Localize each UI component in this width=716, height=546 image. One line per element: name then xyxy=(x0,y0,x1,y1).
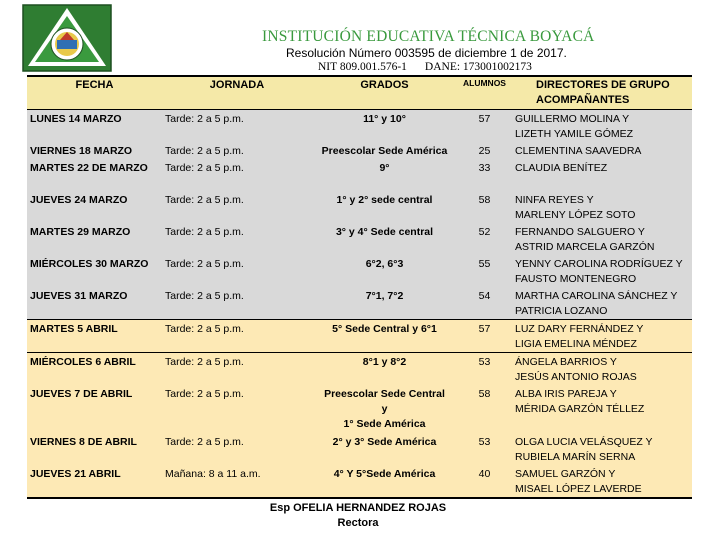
cell-directores xyxy=(512,255,692,287)
grado-line: 11° y 10° xyxy=(363,113,406,125)
cell-jornada: Tarde: 2 a 5 p.m. xyxy=(162,320,312,353)
cell-alumnos: 55 xyxy=(457,255,512,287)
col-header-directores: DIRECTORES DE GRUPO ACOMPAÑANTES xyxy=(512,76,692,110)
cell-alumnos: 53 xyxy=(457,353,512,386)
grado-line: 1° y 2° sede central xyxy=(336,194,433,206)
director-line: ÁNGELA BARRIOS Y xyxy=(515,356,617,368)
dane-text: DANE: 173001002173 xyxy=(424,61,532,73)
director-line: NINFA REYES Y xyxy=(515,194,594,206)
cell-grados xyxy=(312,255,457,287)
schedule-body xyxy=(27,110,692,499)
cell-jornada: Mañana: 8 a 11 a.m. xyxy=(162,465,312,498)
nit-dane-line xyxy=(318,61,532,73)
cell-directores xyxy=(512,320,692,353)
cell-fecha: MARTES 22 DE MARZO xyxy=(27,159,162,191)
table-row xyxy=(27,191,692,223)
cell-grados xyxy=(312,433,457,465)
cell-grados xyxy=(312,191,457,223)
table-row xyxy=(27,385,692,433)
table-row xyxy=(27,287,692,320)
cell-directores xyxy=(512,110,692,143)
cell-fecha: MIÉRCOLES 6 ABRIL xyxy=(27,353,162,386)
director-line: LUZ DARY FERNÁNDEZ Y xyxy=(515,323,644,335)
director-line: CLEMENTINA SAAVEDRA xyxy=(515,145,642,157)
cell-alumnos: 53 xyxy=(457,433,512,465)
director-line: FAUSTO MONTENEGRO xyxy=(515,273,637,285)
grado-line: 5° Sede Central y 6°1 xyxy=(332,323,437,335)
cell-jornada: Tarde: 2 a 5 p.m. xyxy=(162,223,312,255)
table-row xyxy=(27,142,692,159)
cell-grados xyxy=(312,465,457,498)
director-line: FERNANDO SALGUERO Y xyxy=(515,226,645,238)
grado-line: y xyxy=(381,403,388,415)
cell-jornada: Tarde: 2 a 5 p.m. xyxy=(162,353,312,386)
cell-directores xyxy=(512,385,692,433)
col-header-jornada: JORNADA xyxy=(162,76,312,110)
cell-alumnos: 25 xyxy=(457,142,512,159)
cell-alumnos: 58 xyxy=(457,385,512,433)
col-header-fecha: FECHA xyxy=(27,76,162,110)
director-line: OLGA LUCIA VELÁSQUEZ Y xyxy=(515,436,653,448)
institution-title: INSTITUCIÓN EDUCATIVA TÉCNICA BOYACÁ xyxy=(262,28,595,45)
cell-fecha: MARTES 29 MARZO xyxy=(27,223,162,255)
cell-fecha: JUEVES 7 DE ABRIL xyxy=(27,385,162,433)
cell-fecha: JUEVES 21 ABRIL xyxy=(27,465,162,498)
cell-jornada: Tarde: 2 a 5 p.m. xyxy=(162,433,312,465)
cell-fecha: JUEVES 24 MARZO xyxy=(27,191,162,223)
table-row xyxy=(27,465,692,498)
cell-fecha: VIERNES 18 MARZO xyxy=(27,142,162,159)
grado-line: 7°1, 7°2 xyxy=(365,290,404,302)
director-line: LIGIA EMELINA MÉNDEZ xyxy=(515,338,637,350)
cell-jornada: Tarde: 2 a 5 p.m. xyxy=(162,385,312,433)
cell-directores xyxy=(512,287,692,320)
director-line: PATRICIA LOZANO xyxy=(515,305,608,317)
director-line: MÉRIDA GARZÓN TÉLLEZ xyxy=(515,403,645,415)
cell-directores xyxy=(512,191,692,223)
resolution-line: Resolución Número 003595 de diciembre 1 de 2017. xyxy=(286,46,567,60)
table-row xyxy=(27,320,692,353)
cell-grados xyxy=(312,353,457,386)
cell-directores xyxy=(512,223,692,255)
director-line: SAMUEL GARZÓN Y xyxy=(515,468,616,480)
cell-fecha: JUEVES 31 MARZO xyxy=(27,287,162,320)
cell-grados xyxy=(312,287,457,320)
cell-jornada: Tarde: 2 a 5 p.m. xyxy=(162,287,312,320)
cell-jornada: Tarde: 2 a 5 p.m. xyxy=(162,159,312,191)
cell-alumnos: 57 xyxy=(457,110,512,143)
cell-grados xyxy=(312,320,457,353)
cell-jornada: Tarde: 2 a 5 p.m. xyxy=(162,255,312,287)
grado-line: 9° xyxy=(379,162,390,174)
table-row xyxy=(27,255,692,287)
cell-alumnos: 52 xyxy=(457,223,512,255)
cell-alumnos: 54 xyxy=(457,287,512,320)
cell-grados xyxy=(312,142,457,159)
cell-jornada: Tarde: 2 a 5 p.m. xyxy=(162,110,312,143)
cell-fecha: VIERNES 8 DE ABRIL xyxy=(27,433,162,465)
cell-fecha: MIÉRCOLES 30 MARZO xyxy=(27,255,162,287)
director-line: ASTRID MARCELA GARZÓN xyxy=(515,241,655,253)
director-line: MISAEL LÓPEZ LAVERDE xyxy=(515,483,642,495)
signatory-name: Esp OFELIA HERNANDEZ ROJAS xyxy=(269,502,447,514)
grado-line: 3° y 4° Sede central xyxy=(335,226,434,238)
grado-line: 2° y 3° Sede América xyxy=(332,436,437,448)
signatory-role: Rectora xyxy=(337,517,379,529)
cell-grados xyxy=(312,223,457,255)
cell-fecha: LUNES 14 MARZO xyxy=(27,110,162,143)
cell-grados xyxy=(312,159,457,191)
cell-directores xyxy=(512,433,692,465)
col-header-grados: GRADOS xyxy=(312,76,457,110)
table-row xyxy=(27,353,692,386)
director-line: JESÚS ANTONIO ROJAS xyxy=(515,371,637,383)
cell-fecha: MARTES 5 ABRIL xyxy=(27,320,162,353)
nit-text: NIT 809.001.576-1 xyxy=(318,61,407,73)
director-line: CLAUDIA BENÍTEZ xyxy=(515,162,608,174)
cell-alumnos: 40 xyxy=(457,465,512,498)
cell-jornada: Tarde: 2 a 5 p.m. xyxy=(162,142,312,159)
schedule-table xyxy=(27,75,692,499)
cell-grados xyxy=(312,385,457,433)
director-line: RUBIELA MARÍN SERNA xyxy=(515,451,636,463)
cell-alumnos: 33 xyxy=(457,159,512,191)
director-line: ALBA IRIS PAREJA Y xyxy=(515,388,617,400)
cell-jornada: Tarde: 2 a 5 p.m. xyxy=(162,191,312,223)
grado-line: 4° Y 5°Sede América xyxy=(333,468,436,480)
cell-directores xyxy=(512,465,692,498)
table-row xyxy=(27,159,692,191)
school-crest-logo-icon xyxy=(22,4,112,72)
director-line: MARLENY LÓPEZ SOTO xyxy=(515,209,636,221)
table-row xyxy=(27,110,692,143)
grado-line: Preescolar Sede América xyxy=(321,145,448,157)
table-row xyxy=(27,433,692,465)
cell-alumnos: 57 xyxy=(457,320,512,353)
col-header-alumnos: ALUMNOS xyxy=(457,76,512,110)
grado-line: 1° Sede América xyxy=(343,418,426,430)
cell-directores xyxy=(512,142,692,159)
grado-line: 6°2, 6°3 xyxy=(365,258,404,270)
cell-grados xyxy=(312,110,457,143)
table-header-row xyxy=(27,76,692,110)
cell-directores xyxy=(512,353,692,386)
cell-alumnos: 58 xyxy=(457,191,512,223)
cell-directores xyxy=(512,159,692,191)
director-line: GUILLERMO MOLINA Y xyxy=(515,113,630,125)
director-line: LIZETH YAMILE GÓMEZ xyxy=(515,128,634,140)
director-line: MARTHA CAROLINA SÁNCHEZ Y xyxy=(515,290,678,302)
table-row xyxy=(27,223,692,255)
grado-line: 8°1 y 8°2 xyxy=(362,356,407,368)
grado-line: Preescolar Sede Central xyxy=(324,388,445,400)
director-line: YENNY CAROLINA RODRÍGUEZ Y xyxy=(515,258,683,270)
